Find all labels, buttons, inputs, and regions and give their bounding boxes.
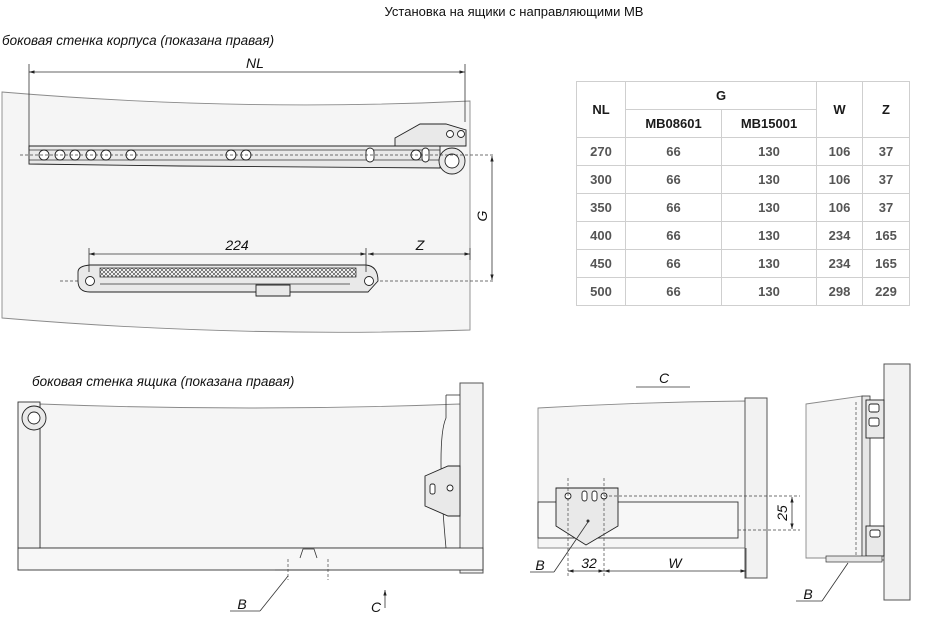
cell-w: 234	[817, 250, 863, 278]
cell-g-mb08601: 66	[626, 166, 722, 194]
drawer-side-panel	[40, 404, 460, 548]
drawer-side-view	[18, 383, 483, 615]
rail-hole	[447, 131, 454, 138]
c-label-top: C	[658, 370, 670, 386]
c-label-bottom: C	[370, 599, 382, 615]
b-label-left: B	[237, 596, 247, 612]
table-row	[577, 278, 910, 306]
cell-nl: 450	[577, 250, 626, 278]
cabinet-side-label: боковая стенка корпуса (показана правая)	[2, 33, 275, 48]
header-g-mb15001: MB15001	[722, 110, 817, 138]
cell-g-mb15001: 130	[722, 194, 817, 222]
table-row	[577, 166, 910, 194]
drawer-rail-profile	[78, 265, 378, 296]
table-row	[577, 222, 910, 250]
header-g-mb08601: MB08601	[626, 110, 722, 138]
side-cabinet-wall	[884, 364, 910, 600]
table-row	[577, 138, 910, 166]
w-dimension-label: W	[668, 555, 682, 571]
g-dimension-label: G	[474, 210, 490, 222]
cell-nl: 400	[577, 222, 626, 250]
cell-z: 165	[863, 250, 910, 278]
table-row	[577, 194, 910, 222]
cell-g-mb15001: 130	[722, 250, 817, 278]
dim-25-label: 25	[774, 505, 790, 521]
cell-g-mb08601: 66	[626, 222, 722, 250]
cell-nl: 500	[577, 278, 626, 306]
rail-mesh	[100, 268, 356, 277]
cell-nl: 270	[577, 138, 626, 166]
cell-g-mb08601: 66	[626, 194, 722, 222]
cell-z: 165	[863, 222, 910, 250]
drawer-front-panel	[460, 383, 483, 573]
side-detail-view	[796, 364, 910, 602]
cell-g-mb15001: 130	[722, 222, 817, 250]
header-g: G	[626, 82, 817, 110]
cell-z: 37	[863, 194, 910, 222]
front-detail-view	[530, 370, 800, 578]
specification-table	[576, 81, 910, 306]
drawer-bottom-rail	[18, 548, 483, 570]
nl-dimension-label: NL	[246, 55, 264, 71]
page-title: Установка на ящики с направляющими МВ	[384, 4, 644, 19]
dim-32-label: 32	[581, 555, 597, 571]
b-label-mid: B	[535, 557, 545, 573]
dim-224-label: 224	[225, 237, 249, 253]
rail-hole	[458, 131, 465, 138]
table-row	[577, 250, 910, 278]
cell-g-mb08601: 66	[626, 138, 722, 166]
cell-z: 37	[863, 166, 910, 194]
cell-nl: 350	[577, 194, 626, 222]
z-dimension-label: Z	[415, 237, 425, 253]
detail-front-panel	[745, 398, 767, 578]
header-w: W	[817, 82, 863, 138]
b-label-right: B	[803, 586, 813, 602]
cell-g-mb15001: 130	[722, 138, 817, 166]
cell-w: 106	[817, 166, 863, 194]
drawer-side-label: боковая стенка ящика (показана правая)	[32, 374, 295, 389]
cabinet-side-view	[2, 55, 495, 332]
cell-g-mb08601: 66	[626, 278, 722, 306]
header-z: Z	[863, 82, 910, 138]
cell-nl: 300	[577, 166, 626, 194]
cell-g-mb15001: 130	[722, 278, 817, 306]
cell-g-mb08601: 66	[626, 250, 722, 278]
cell-z: 37	[863, 138, 910, 166]
cell-w: 298	[817, 278, 863, 306]
cell-w: 234	[817, 222, 863, 250]
cell-z: 229	[863, 278, 910, 306]
cabinet-side-panel	[2, 92, 470, 332]
cell-g-mb15001: 130	[722, 166, 817, 194]
header-nl: NL	[577, 82, 626, 138]
cell-w: 106	[817, 138, 863, 166]
cell-w: 106	[817, 194, 863, 222]
